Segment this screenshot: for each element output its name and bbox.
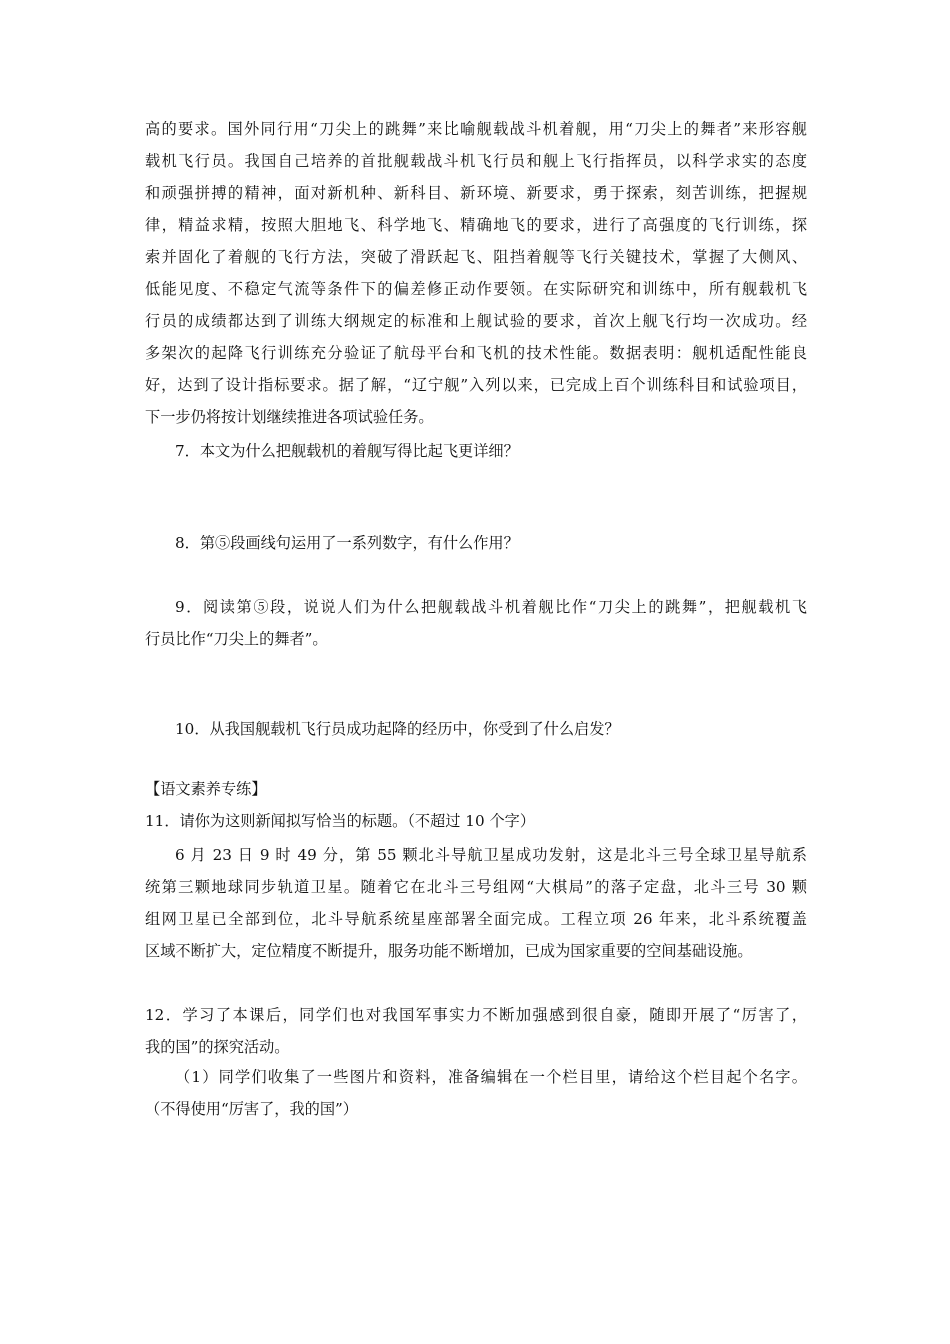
news-line: 区域不断扩大，定位精度不断提升，服务功能不断增加，已成为国家重要的空间基础设施。 xyxy=(145,942,753,960)
passage-line: 律，精益求精，按照大胆地飞、科学地飞、精确地飞的要求，进行了高强度的飞行训练，探 xyxy=(145,216,807,234)
section-heading-block xyxy=(145,773,807,805)
passage-line: 载机飞行员。我国自己培养的首批舰载战斗机飞行员和舰上飞行指挥员，以科学求实的态度 xyxy=(145,152,807,170)
passage-line: 索并固化了着舰的飞行方法，突破了滑跃起飞、阻挡着舰等飞行关键技术，掌握了大侧风、 xyxy=(145,248,807,266)
news-line: 6 月 23 日 9 时 49 分，第 55 颗北斗导航卫星成功发射，这是北斗三号全球卫星导航系 xyxy=(175,846,807,864)
question-12-sub-1-line1: （1）同学们收集了一些图片和资料，准备编辑在一个栏目里，请给这个栏目起个名字。 xyxy=(175,1068,807,1086)
news-line: 组网卫星已全部到位，北斗导航系统星座部署全面完成。工程立项 26 年来，北斗系统覆盖 xyxy=(145,910,807,928)
passage-line: 高的要求。国外同行用“刀尖上的跳舞”来比喻舰载战斗机着舰，用“刀尖上的舞者”来形容舰 xyxy=(145,120,807,138)
question-12-sub-1 xyxy=(145,1061,807,1125)
question-9 xyxy=(145,591,807,655)
passage-paragraph xyxy=(145,113,807,433)
question-8-text: 8．第⑤段画线句运用了一系列数字，有什么作用？ xyxy=(175,534,519,552)
news-paragraph xyxy=(145,839,807,967)
question-11 xyxy=(145,805,807,837)
question-7-text: 7．本文为什么把舰载机的着舰写得比起飞更详细？ xyxy=(175,442,519,460)
question-12-text-line2: 我的国”的探究活动。 xyxy=(145,1038,290,1056)
news-line: 统第三颗地球同步轨道卫星。随着它在北斗三号组网“大棋局”的落子定盘，北斗三号 30 颗 xyxy=(145,878,807,896)
passage-line: 行员的成绩都达到了训练大纲规定的标准和上舰试验的要求，首次上舰飞行均一次成功。经 xyxy=(145,312,807,330)
question-12-text-line1: 12．学习了本课后，同学们也对我国军事实力不断加强感到很自豪，随即开展了“厉害了， xyxy=(145,1006,807,1024)
question-10 xyxy=(145,713,807,745)
question-9-text-line1: 9．阅读第⑤段，说说人们为什么把舰载战斗机着舰比作“刀尖上的跳舞”，把舰载机飞 xyxy=(175,598,807,616)
question-11-text: 11．请你为这则新闻拟写恰当的标题。（不超过 10 个字） xyxy=(145,812,536,830)
passage-line: 多架次的起降飞行训练充分验证了航母平台和飞机的技术性能。数据表明：舰机适配性能良 xyxy=(145,344,807,362)
passage-line: 和顽强拼搏的精神，面对新机种、新科目、新环境、新要求，勇于探索，刻苦训练，把握规 xyxy=(145,184,807,202)
passage-line: 好，达到了设计指标要求。据了解，“辽宁舰”入列以来，已完成上百个训练科目和试验项目， xyxy=(145,376,807,394)
question-8 xyxy=(145,527,807,559)
question-12-sub-1-line2: （不得使用“厉害了，我的国”） xyxy=(145,1100,358,1118)
question-12 xyxy=(145,999,807,1063)
passage-line: 下一步仍将按计划继续推进各项试验任务。 xyxy=(145,408,434,426)
passage-line: 低能见度、不稳定气流等条件下的偏差修正动作要领。在实际研究和训练中，所有舰载机飞 xyxy=(145,280,807,298)
section-heading: 【语文素养专练】 xyxy=(145,780,267,798)
question-10-text: 10．从我国舰载机飞行员成功起降的经历中，你受到了什么启发？ xyxy=(175,720,620,738)
question-9-text-line2: 行员比作“刀尖上的舞者”。 xyxy=(145,630,328,648)
question-7 xyxy=(145,435,807,467)
